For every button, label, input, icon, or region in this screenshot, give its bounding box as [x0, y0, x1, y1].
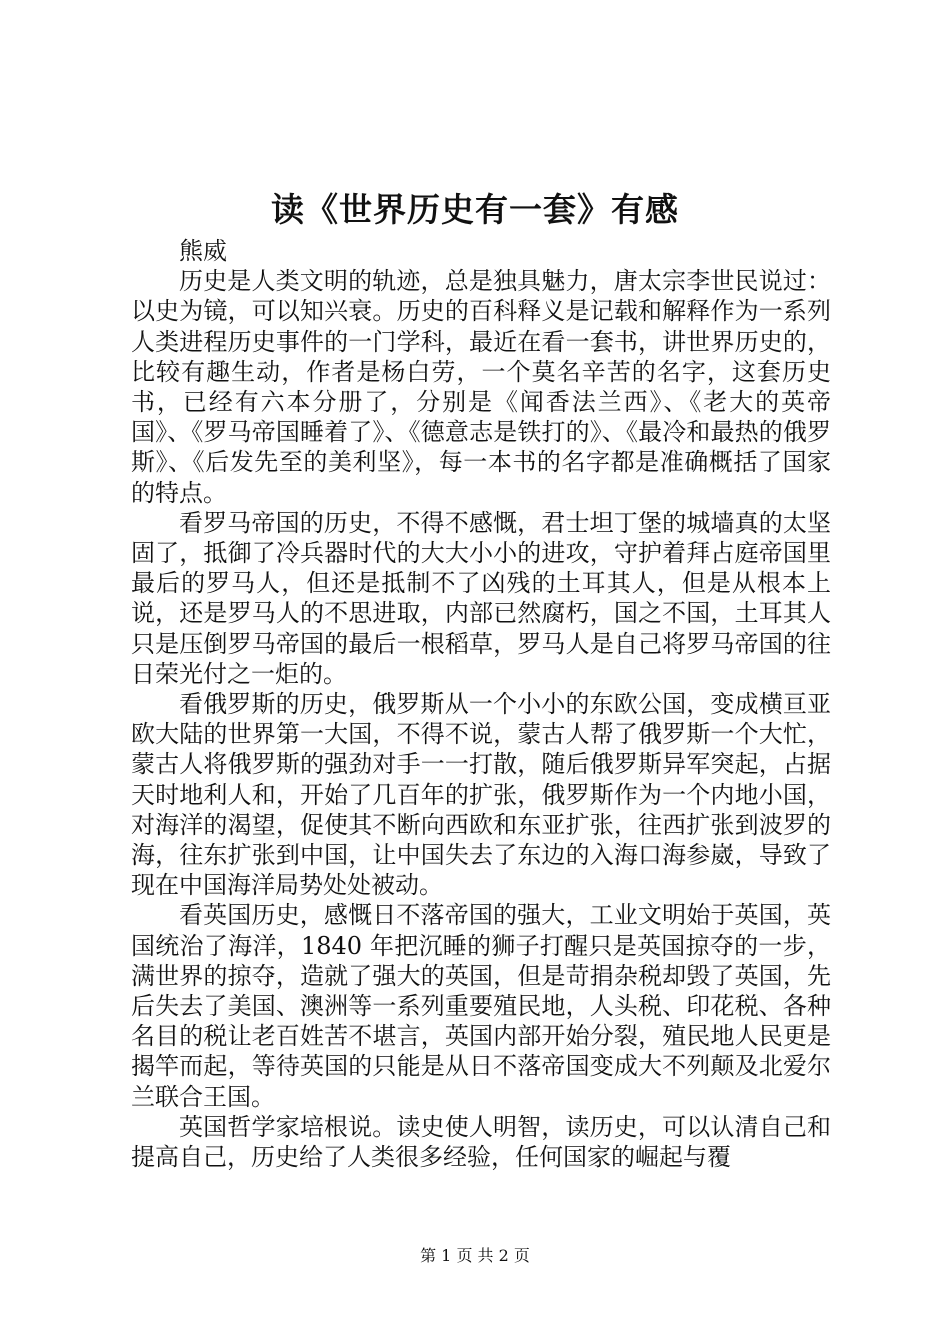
paragraph: 英国哲学家培根说。读史使人明智，读历史，可以认清自己和提高自己，历史给了人类很多经验，任何国家的崛起与覆 [131, 1112, 831, 1172]
paragraph: 看罗马帝国的历史，不得不感慨，君士坦丁堡的城墙真的太坚固了，抵御了冷兵器时代的大大小小的进攻，守护着拜占庭帝国里最后的罗马人，但还是抵制不了凶残的土耳其人，但是从根本上说，还是罗马人的不思进取，内部已然腐朽，国之不国，土耳其人只是压倒罗马帝国的最后一根稻草，罗马人是自己将罗马帝国的往日荣光付之一炬的。 [131, 508, 831, 688]
document-title: 读《世界历史有一套》有感 [271, 190, 679, 229]
author-name: 熊威 [179, 237, 227, 265]
paragraph: 看英国历史，感慨日不落帝国的强大，工业文明始于英国，英国统治了海洋，1840 年把沉睡的狮子打醒只是英国掠夺的一步，满世界的掠夺，造就了强大的英国，但是苛捐杂税却毁了英国，先后失去了美国、澳洲等一系列重要殖民地，人头税、印花税、各种名目的税让老百姓苦不堪言，英国内部开始分裂，殖民地人民更是揭竿而起，等待英国的只能是从日不落帝国变成大不列颠及北爱尔兰联合王国。 [131, 901, 831, 1111]
page-footer: 第 1 页 共 2 页 [420, 1246, 530, 1265]
document-body [131, 236, 831, 1172]
paragraph: 历史是人类文明的轨迹，总是独具魅力，唐太宗李世民说过：以史为镜，可以知兴衰。历史的百科释义是记载和解释作为一系列人类进程历史事件的一门学科，最近在看一套书，讲世界历史的，比较有趣生动，作者是杨白劳，一个莫名辛苦的名字，这套历史书，已经有六本分册了，分别是《闻香法兰西》、《老大的英帝国》、《罗马帝国睡着了》、《德意志是铁打的》、《最冷和最热的俄罗斯》、《后发先至的美利坚》，每一本书的名字都是准确概括了国家的特点。 [131, 267, 831, 507]
paragraph: 看俄罗斯的历史，俄罗斯从一个小小的东欧公国，变成横亘亚欧大陆的世界第一大国，不得不说，蒙古人帮了俄罗斯一个大忙，蒙古人将俄罗斯的强劲对手一一打散，随后俄罗斯异军突起，占据天时地利人和，开始了几百年的扩张，俄罗斯作为一个内地小国，对海洋的渴望，促使其不断向西欧和东亚扩张，往西扩张到波罗的海，往东扩张到中国，让中国失去了东边的入海口海参崴，导致了现在中国海洋局势处处被动。 [131, 690, 831, 900]
